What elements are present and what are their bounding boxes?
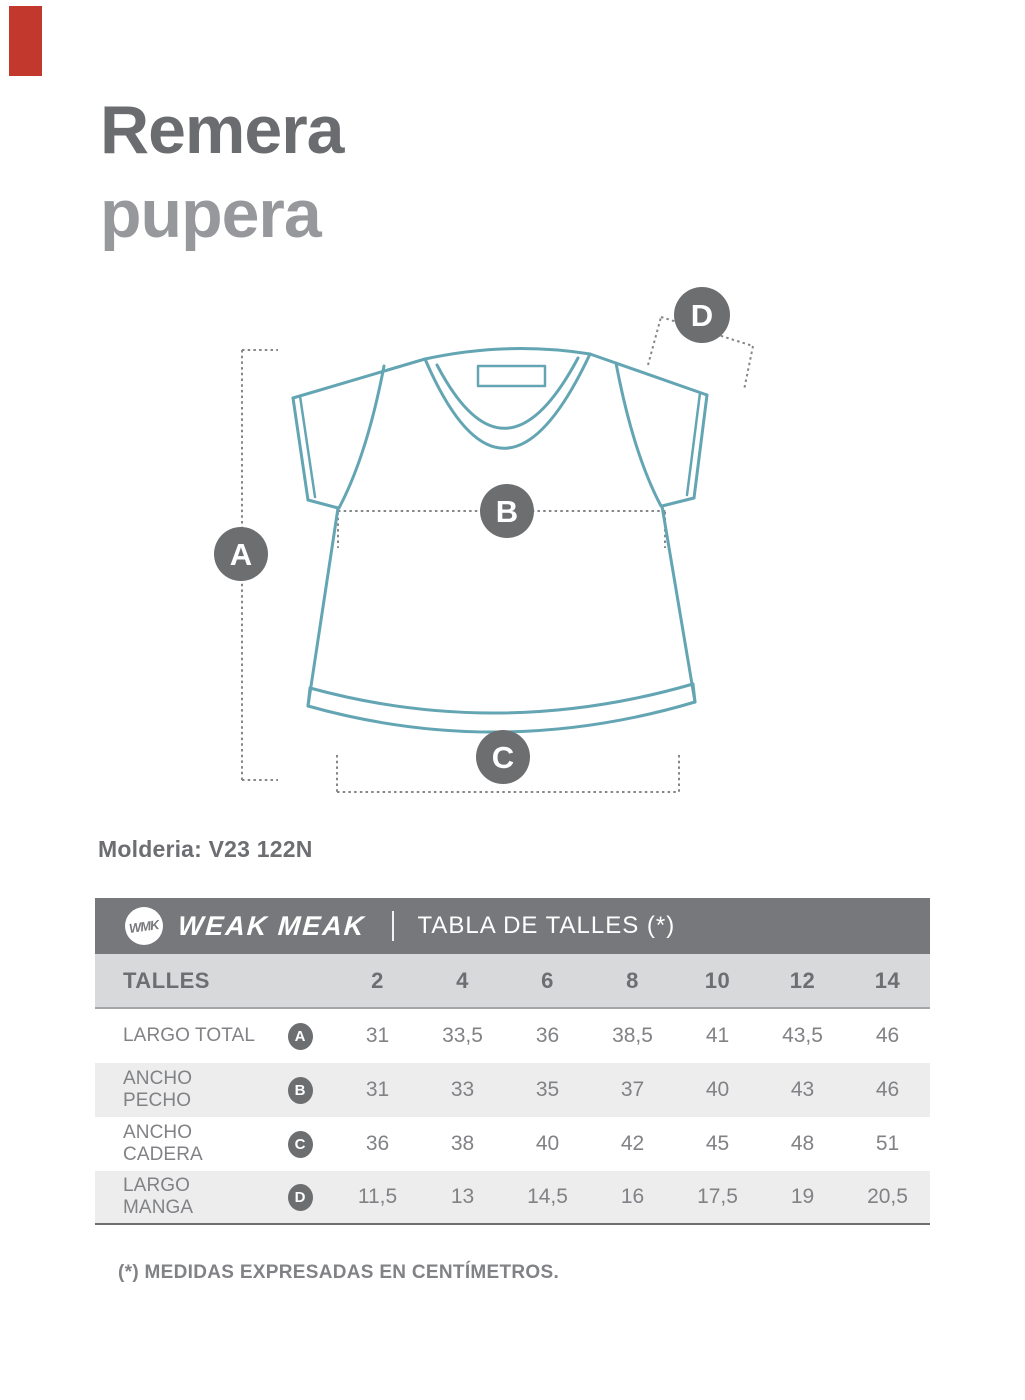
cell-value: 11,5 xyxy=(357,1185,398,1208)
cell-value: 13 xyxy=(450,1185,475,1208)
red-annotation-marker xyxy=(9,6,42,76)
cell-value: 19 xyxy=(790,1185,815,1208)
molderia-code: Molderia: V23 122N xyxy=(98,836,313,862)
measurement-markers xyxy=(214,287,730,784)
product-title-line2: pupera xyxy=(100,176,321,252)
table-row-largo-manga xyxy=(95,1171,930,1225)
cell-value: 46 xyxy=(875,1024,900,1047)
cell-value: 37 xyxy=(620,1078,645,1101)
cell-value: 16 xyxy=(620,1185,645,1208)
row-marker xyxy=(265,1131,335,1158)
marker-c-badge: C xyxy=(288,1131,313,1158)
size-col-header: 6 xyxy=(541,967,554,993)
table-row-ancho-pecho xyxy=(95,1063,930,1117)
size-col-header: 4 xyxy=(456,967,469,993)
page-title xyxy=(100,88,344,256)
marker-a-label: A xyxy=(229,537,253,572)
tshirt-measurement-diagram xyxy=(190,270,810,830)
size-table-header-bar xyxy=(95,898,930,954)
tshirt-outline xyxy=(293,349,707,732)
marker-b-label: B xyxy=(495,494,519,529)
cell-value: 48 xyxy=(790,1132,815,1155)
size-col-header: 12 xyxy=(789,967,816,993)
cell-value: 40 xyxy=(535,1132,560,1155)
cell-value: 20,5 xyxy=(867,1185,908,1208)
row-marker xyxy=(265,1184,335,1211)
table-title: TABLA DE TALLES (*) xyxy=(417,912,676,939)
row-label: ANCHO CADERA xyxy=(123,1122,203,1165)
cell-value: 43 xyxy=(790,1078,815,1101)
cell-value: 40 xyxy=(705,1078,730,1101)
cell-value: 43,5 xyxy=(782,1024,823,1047)
size-table xyxy=(95,898,930,1225)
row-label: LARGO MANGA xyxy=(123,1175,194,1218)
sizes-header-row xyxy=(95,954,930,1009)
row-label: LARGO TOTAL xyxy=(123,1025,256,1046)
cell-value: 45 xyxy=(705,1132,730,1155)
cell-value: 31 xyxy=(365,1024,390,1047)
table-row-largo-total xyxy=(95,1009,930,1063)
cell-value: 31 xyxy=(365,1078,390,1101)
size-col-header: 14 xyxy=(874,967,901,993)
brand-logo-initials: WMK xyxy=(128,916,160,936)
marker-c-label: C xyxy=(491,740,515,775)
marker-a-badge: A xyxy=(288,1023,313,1050)
cell-value: 51 xyxy=(875,1132,900,1155)
cell-value: 17,5 xyxy=(697,1185,738,1208)
cell-value: 33,5 xyxy=(442,1024,483,1047)
cell-value: 14,5 xyxy=(527,1185,568,1208)
cell-value: 42 xyxy=(620,1132,645,1155)
cell-value: 36 xyxy=(365,1132,390,1155)
size-col-header: 8 xyxy=(626,967,639,993)
brand-logo-icon xyxy=(125,907,163,945)
cell-value: 38,5 xyxy=(612,1024,653,1047)
brand-name: WEAK MEAK xyxy=(176,910,367,941)
size-col-header: 2 xyxy=(371,967,384,993)
cell-value: 36 xyxy=(535,1024,560,1047)
table-row-ancho-cadera xyxy=(95,1117,930,1171)
marker-d-badge: D xyxy=(288,1184,313,1211)
units-footnote: (*) MEDIDAS EXPRESADAS EN CENTÍMETROS. xyxy=(118,1262,560,1283)
sizes-header-label: TALLES xyxy=(123,967,210,993)
header-divider xyxy=(392,911,394,941)
marker-b-badge: B xyxy=(288,1077,313,1104)
cell-value: 38 xyxy=(450,1132,475,1155)
cell-value: 35 xyxy=(535,1078,560,1101)
size-col-header: 10 xyxy=(704,967,731,993)
row-label: ANCHO PECHO xyxy=(123,1068,193,1111)
measurement-dotted-lines xyxy=(242,317,753,792)
row-marker xyxy=(265,1077,335,1104)
row-marker xyxy=(265,1023,335,1050)
marker-d-label: D xyxy=(690,298,714,333)
cell-value: 41 xyxy=(705,1024,730,1047)
cell-value: 46 xyxy=(875,1078,900,1101)
cell-value: 33 xyxy=(450,1078,475,1101)
product-title-line1: Remera xyxy=(100,92,344,168)
